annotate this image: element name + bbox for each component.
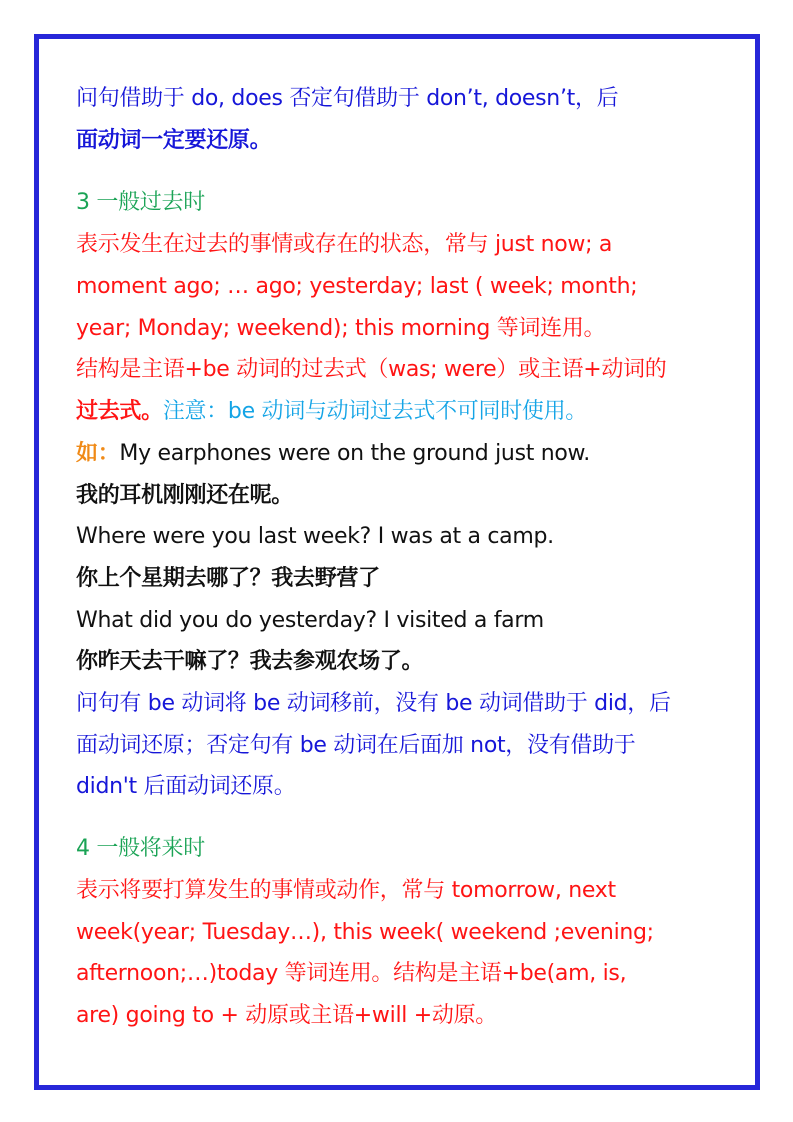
example-sentence-3: What did you do yesterday? I visited a farm [76, 608, 544, 633]
past-tense-note: 注意：be 动词与动词过去式不可同时使用。 [162, 399, 588, 424]
past-question-rule-line-3: didn't 后面动词还原。 [76, 774, 296, 799]
example-line-1 [76, 440, 590, 468]
past-tense-structure-line-1: 结构是主语+be 动词的过去式（was; were）或主语+动词的 [76, 357, 667, 382]
past-question-rule-line-2: 面动词还原；否定句有 be 动词在后面加 not，没有借助于 [76, 733, 636, 758]
example-translation-2: 你上个星期去哪了？我去野营了 [76, 566, 380, 591]
past-tense-structure-line-2 [76, 398, 587, 426]
example-label: 如： [76, 441, 120, 466]
past-tense-usage-line-3: year; Monday; weekend); this morning 等词连用。 [76, 316, 606, 341]
past-tense-usage-line-2: moment ago; … ago; yesterday; last ( week; month; [76, 274, 638, 299]
future-tense-line-3: afternoon;…)today 等词连用。结构是主语+be(am, is, [76, 961, 627, 986]
future-tense-line-2: week(year; Tuesday…), this week( weekend ;evening; [76, 920, 654, 945]
past-question-rule-line-1: 问句有 be 动词将 be 动词移前，没有 be 动词借助于 did，后 [76, 691, 671, 716]
question-negation-rule-line-2: 面动词一定要还原。 [76, 128, 272, 153]
section-heading-future-tense: 4 一般将来时 [76, 836, 205, 861]
future-tense-line-4: are) going to + 动原或主语+will +动原。 [76, 1003, 497, 1028]
example-translation-3: 你昨天去干嘛了？我去参观农场了。 [76, 649, 424, 674]
past-tense-usage-line-1: 表示发生在过去的事情或存在的状态，常与 just now; a [76, 232, 613, 257]
future-tense-line-1: 表示将要打算发生的事情或动作，常与 tomorrow, next [76, 878, 616, 903]
example-sentence-2: Where were you last week? I was at a camp. [76, 524, 554, 549]
question-negation-rule-line-1: 问句借助于 do, does 否定句借助于 don’t, doesn’t，后 [76, 86, 619, 111]
past-tense-structure-end: 过去式。 [76, 399, 163, 424]
section-heading-past-tense: 3 一般过去时 [76, 190, 205, 215]
example-sentence-1: My earphones were on the ground just now. [119, 441, 590, 466]
example-translation-1: 我的耳机刚刚还在呢。 [76, 483, 294, 508]
